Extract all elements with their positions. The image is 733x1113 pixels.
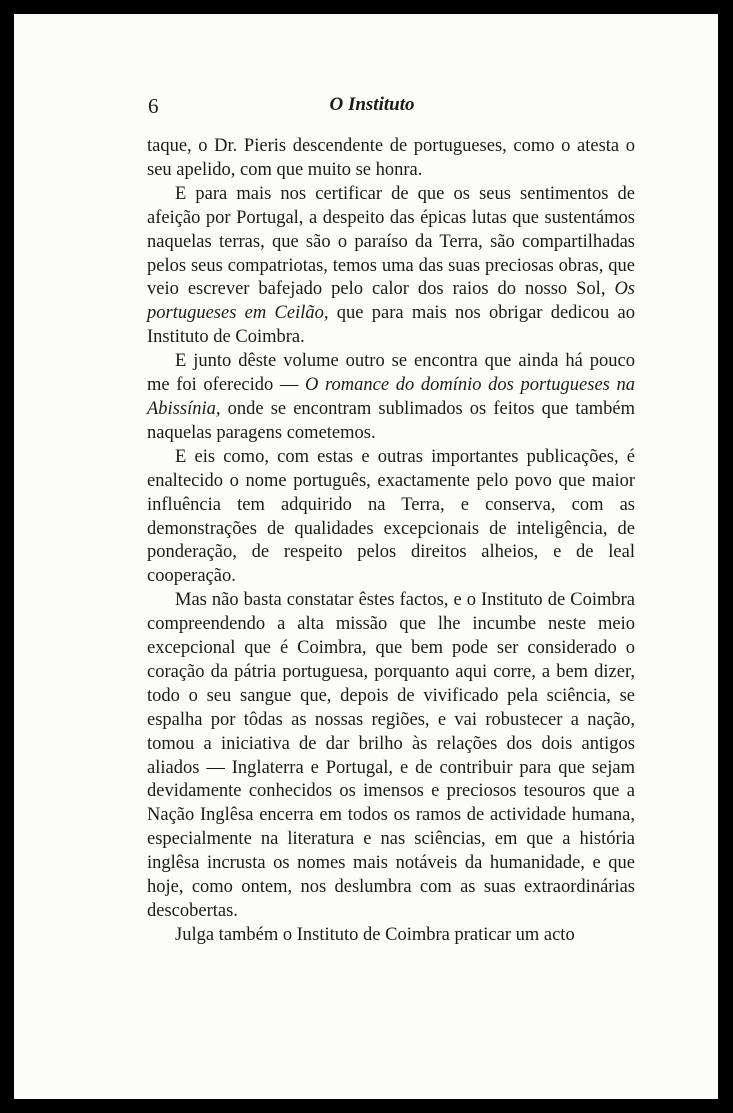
paragraph-1: taque, o Dr. Pieris descendente de portugueses, como o atesta o seu apelido, com que muito se honra. (147, 136, 635, 180)
body-text (147, 135, 635, 948)
paragraph-3: E junto dêste volume outro se encontra que ainda há pouco me foi oferecido — O romance do domínio dos portugueses na Abissínia, onde se encontram sublimados os feitos que também naquelas paragens cometemos. (147, 351, 636, 443)
paragraph-5: Mas não basta constatar êstes factos, e o Instituto de Coimbra compreendendo a alta missão que lhe incumbe neste meio excepcional que é Coimbra, que bem pode ser considerado o coração da pátria portuguesa, porquanto aqui corre, a bem dizer, todo o seu sangue que, depois de vivificado pela sciência, se espalha por tôdas as nossas regiões, e vai robustecer a nação, tomou a iniciativa de dar brilho às relações dos dois antigos aliados — Inglaterra e Portugal, e de contribuir para que sejam devidamente conhecidos os imensos e preciosos tesouros que a Nação Inglêsa encerra em todos os ramos de actividade humana, especialmente na literatura e nas sciências, em que a história inglêsa incrusta os nomes mais notáveis da humanidade, e que hoje, como ontem, nos deslumbra com as suas extraordinárias descobertas. (147, 590, 635, 921)
page-number: 6 (148, 94, 159, 118)
paragraph-6: Julga também o Instituto de Coimbra praticar um acto (175, 924, 575, 945)
running-title: O Instituto (329, 94, 415, 115)
paragraph-4: E eis como, com estas e outras importantes publicações, é enaltecido o nome português, exactamente pelo povo que maior influência tem adquirido na Terra, e conserva, com as demonstrações de qualidades excepcionais de inteligência, de ponderação, de respeito pelos direitos alheios, e de leal cooperação. (147, 446, 635, 587)
book-title-ceilao: Os portugueses em Ceilão, (147, 279, 635, 324)
book-page (14, 14, 718, 1099)
paragraph-2: E para mais nos certificar de que os seus sentimentos de afeição por Portugal, a despeito das épicas lutas que sustentámos naquelas terras, que são o paraíso da Terra, são compartilhadas pelos seus compatriotas, temos uma das suas preciosas obras, que veio escrever bafejado pelo calor dos raios do nosso Sol, Os portugueses em Ceilão, que para mais nos obrigar dedicou ao Instituto de Coimbra. (147, 183, 635, 348)
page-header (14, 94, 718, 124)
book-title-abissinia: O romance do domínio dos portugueses na Abissínia, (147, 375, 636, 419)
